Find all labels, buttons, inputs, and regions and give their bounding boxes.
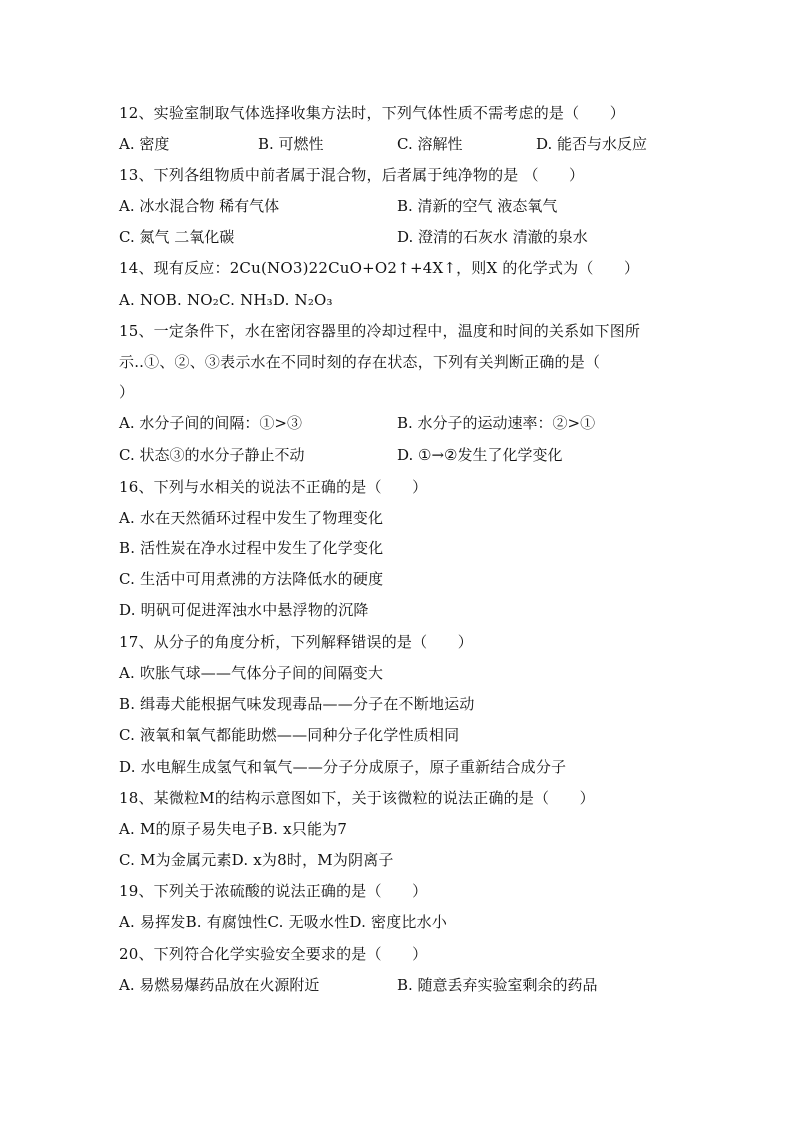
question-16-option-c: C. 生活中可用煮沸的方法降低水的硬度	[119, 570, 384, 588]
question-13-option-c: C. 氮气 二氧化碳	[119, 228, 235, 246]
question-15-stem-line-3: ）	[119, 383, 135, 401]
question-17-stem: 17、从分子的角度分析，下列解释错误的是（ ）	[119, 633, 473, 651]
question-13-stem: 13、下列各组物质中前者属于混合物，后者属于纯净物的是 （ ）	[119, 166, 585, 184]
question-19-options: A. 易挥发B. 有腐蚀性C. 无吸水性D. 密度比水小	[119, 913, 448, 931]
question-13-option-b: B. 清新的空气 液态氧气	[397, 197, 558, 215]
question-18-stem: 18、某微粒M的结构示意图如下，关于该微粒的说法正确的是（ ）	[119, 789, 595, 807]
question-20-option-b: B. 随意丢弃实验室剩余的药品	[397, 976, 598, 994]
question-17-option-d: D. 水电解生成氢气和氧气——分子分成原子，原子重新结合成分子	[119, 758, 567, 776]
question-13-option-d: D. 澄清的石灰水 清澈的泉水	[397, 228, 588, 246]
question-18-options-cd: C. M为金属元素D. x为8时，M为阴离子	[119, 851, 394, 869]
question-17-option-a: A. 吹胀气球——气体分子间的间隔变大	[119, 664, 384, 682]
question-15-option-c: C. 状态③的水分子静止不动	[119, 446, 305, 464]
question-17-option-c: C. 液氧和氧气都能助燃——同种分子化学性质相同	[119, 726, 460, 744]
question-16-stem: 16、下列与水相关的说法不正确的是（ ）	[119, 478, 428, 496]
question-12-option-d: D. 能否与水反应	[536, 135, 648, 153]
question-18-options-ab: A. M的原子易失电子B. x只能为7	[119, 820, 348, 838]
question-15-stem-line-2: 示..①、②、③表示水在不同时刻的存在状态，下列有关判断正确的是（	[119, 353, 601, 371]
question-12-option-b: B. 可燃性	[258, 135, 324, 153]
question-16-option-d: D. 明矾可促进浑浊水中悬浮物的沉降	[119, 601, 369, 619]
question-20-stem: 20、下列符合化学实验安全要求的是（ ）	[119, 945, 428, 963]
question-15-stem-line-1: 15、一定条件下，水在密闭容器里的冷却过程中，温度和时间的关系如下图所	[119, 322, 641, 340]
question-16-option-b: B. 活性炭在净水过程中发生了化学变化	[119, 539, 384, 557]
question-13-option-a: A. 冰水混合物 稀有气体	[119, 197, 280, 215]
question-19-stem: 19、下列关于浓硫酸的说法正确的是（ ）	[119, 882, 428, 900]
question-15-option-a: A. 水分子间的间隔：①>③	[119, 414, 302, 432]
question-12-stem: 12、实验室制取气体选择收集方法时，下列气体性质不需考虑的是（ ）	[119, 104, 625, 122]
question-12-option-a: A. 密度	[119, 135, 170, 153]
question-15-option-d: D. ①→②发生了化学变化	[397, 446, 563, 464]
question-14-stem: 14、现有反应：2Cu(NO3)22CuO+O2↑+4X↑，则X 的化学式为（ ）	[119, 259, 640, 277]
question-14-options: A. NOB. NO₂C. NH₃D. N₂O₃	[119, 291, 333, 309]
question-12-option-c: C. 溶解性	[397, 135, 463, 153]
question-17-option-b: B. 缉毒犬能根据气味发现毒品——分子在不断地运动	[119, 695, 475, 713]
question-15-option-b: B. 水分子的运动速率：②>①	[397, 414, 596, 432]
question-16-option-a: A. 水在天然循环过程中发生了物理变化	[119, 509, 384, 527]
question-20-option-a: A. 易燃易爆药品放在火源附近	[119, 976, 320, 994]
